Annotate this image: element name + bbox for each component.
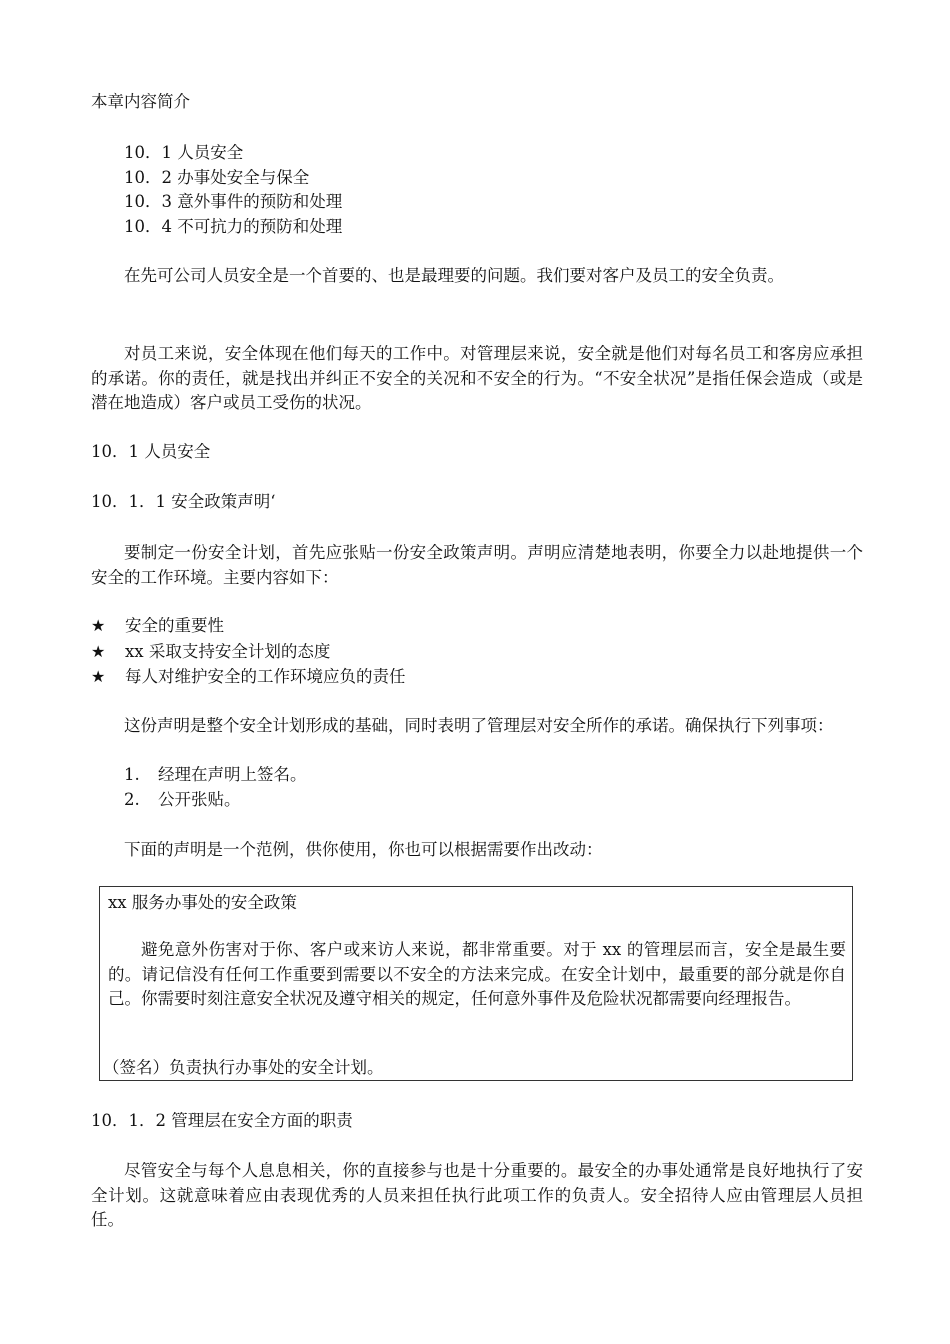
star-bullet-icon: ★	[91, 616, 106, 635]
star-bullet-icon: ★	[91, 641, 106, 661]
list-item-text: xx 采取支持安全计划的态度	[125, 641, 331, 661]
step-number: 1.	[124, 765, 140, 784]
paragraph-management-duty: 尽管安全与每个人息息相关，你的直接参与也是十分重要的。最安全的办事处通常是良好地执行了安全计划。这就意味着应由表现优秀的人员来担任执行此项工作的负责人。安全招待人应由管理层人员担任。	[91, 1161, 863, 1229]
policy-contents-list	[91, 614, 406, 691]
action-steps-list	[124, 763, 307, 812]
paragraph-safety-priority: 在先可公司人员安全是一个首要的、也是最理要的问题。我们要对客户及员工的安全负责。	[124, 266, 784, 285]
policy-box-title: xx 服务办事处的安全政策	[108, 893, 297, 912]
list-item	[91, 640, 406, 666]
step-number: 2.	[124, 789, 140, 809]
section-heading-10-1-1: 10．1．1 安全政策声明‘	[91, 492, 276, 511]
list-item	[124, 763, 307, 788]
table-of-contents	[124, 141, 342, 239]
list-item	[91, 665, 406, 691]
toc-item: 10．4 不可抗力的预防和处理	[124, 216, 343, 236]
paragraph-example-intro: 下面的声明是一个范例，供你使用，你也可以根据需要作出改动：	[124, 840, 603, 859]
step-text: 公开张贴。	[158, 789, 241, 809]
star-bullet-icon: ★	[91, 667, 106, 686]
policy-box-signature: （签名）负责执行办事处的安全计划。	[103, 1058, 384, 1077]
toc-item: 10．1 人员安全	[124, 143, 244, 162]
section-heading-10-1-2: 10．1．2 管理层在安全方面的职责	[91, 1111, 353, 1130]
section-heading-10-1: 10．1 人员安全	[91, 442, 211, 461]
toc-item: 10．3 意外事件的预防和处理	[124, 192, 343, 211]
paragraph-responsibility: 对员工来说，安全体现在他们每天的工作中。对管理层来说，安全就是他们对每名员工和客房应承担的承诺。你的责任，就是找出并纠正不安全的关况和不安全的行为。“不安全状况”是指任保会造成（或是潜在地造成）客户或员工受伤的状况。	[91, 344, 863, 412]
list-item	[91, 614, 406, 640]
list-item-text: 安全的重要性	[125, 616, 224, 635]
intro-heading: 本章内容简介	[91, 92, 190, 111]
step-text: 经理在声明上签名。	[158, 765, 307, 784]
paragraph-policy-statement: 要制定一份安全计划，首先应张贴一份安全政策声明。声明应清楚地表明，你要全力以赴地提供一个安全的工作环境。主要内容如下：	[91, 543, 863, 587]
paragraph-foundation: 这份声明是整个安全计划形成的基础，同时表明了管理层对安全所作的承诺。确保执行下列事项：	[124, 716, 834, 735]
policy-example-box	[99, 886, 853, 1081]
list-item-text: 每人对维护安全的工作环境应负的责任	[125, 667, 406, 686]
list-item	[124, 788, 307, 813]
policy-box-body: 避免意外伤害对于你、客户或来访人来说，都非常重要。对于 xx 的管理层而言，安全是最生要的。请记信没有任何工作重要到需要以不安全的方法来完成。在安全计划中，最重要的部分就是你自己。你需要时刻注意安全状况及遵守相关的规定，任何意外事件及危险状况都需要向经理报告。	[108, 940, 846, 1008]
toc-item: 10．2 办事处安全与保全	[124, 167, 310, 187]
